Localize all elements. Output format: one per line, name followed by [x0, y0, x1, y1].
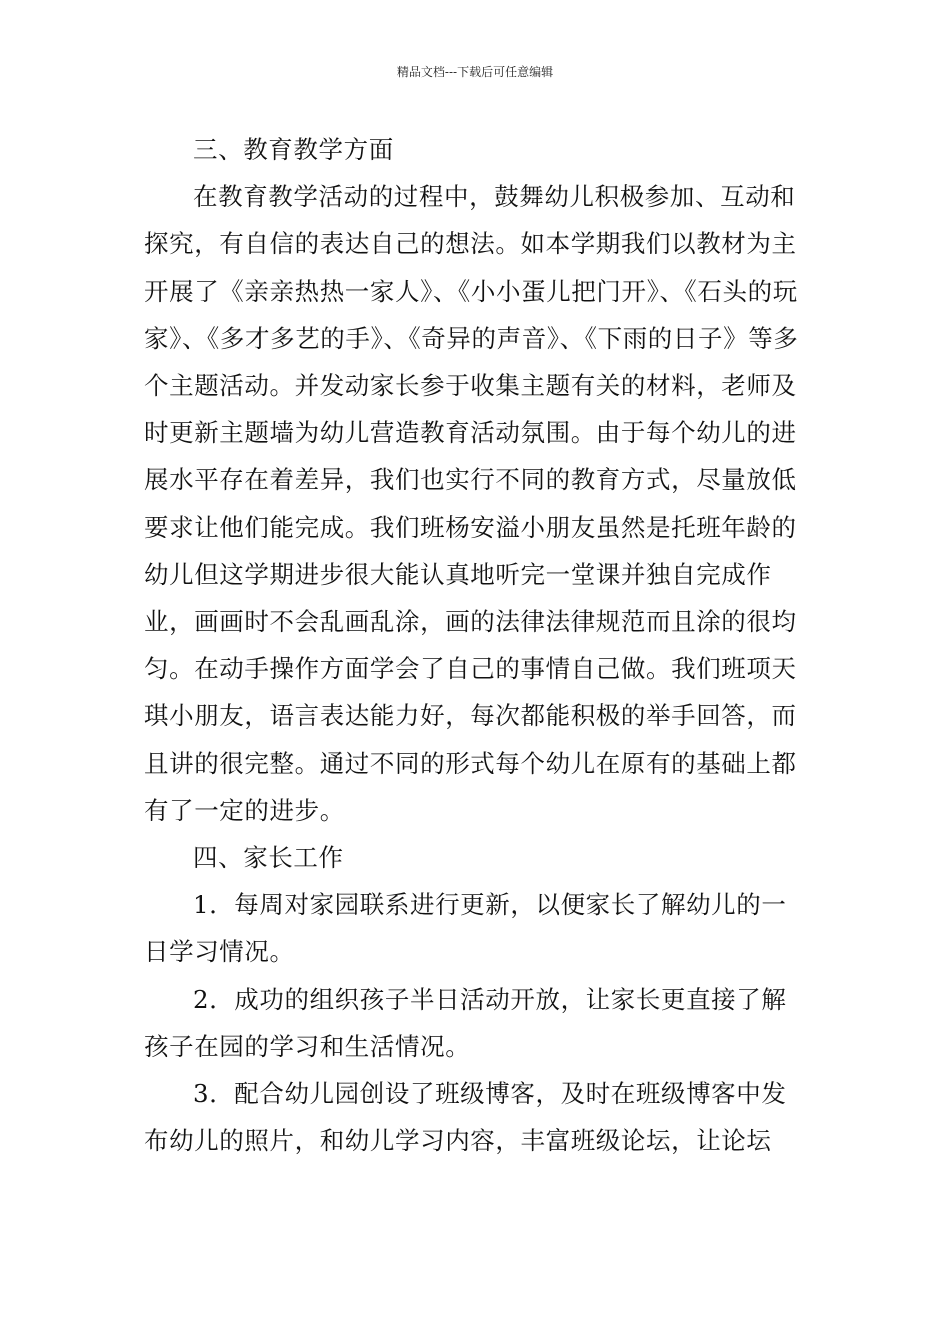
paragraph-education: 在教育教学活动的过程中，鼓舞幼儿积极参加、互动和探究，有自信的表达自己的想法。如本学期我们以教材为主开展了《亲亲热热一家人》、《小小蛋儿把门开》、《石头的玩家》、《多才多艺的手》、《奇异的声音》、《下雨的日子》等多个主题活动。并发动家长参于收集主题有关的材料，老师及时更新主题墙为幼儿营造教育活动氛围。由于每个幼儿的进展水平存在着差异，我们也实行不同的教育方式，尽量放低要求让他们能完成。我们班杨安溢小朋友虽然是托班年龄的幼儿但这学期进步很大能认真地听完一堂课并独自完成作业，画画时不会乱画乱涂，画的法律法律规范而且涂的很均匀。在动手操作方面学会了自己的事情自己做。我们班项天琪小朋友，语言表达能力好，每次都能积极的举手回答，而且讲的很完整。通过不同的形式每个幼儿在原有的基础上都有了一定的进步。 — [144, 182, 799, 825]
section-heading-parents: 四、家长工作 — [193, 843, 344, 873]
list-item-parents-3: 3．配合幼儿园创设了班级博客，及时在班级博客中发布幼儿的照片，和幼儿学习内容，丰富班级论坛，让论坛 — [144, 1079, 787, 1156]
document-body — [144, 126, 808, 1164]
page-header: 精品文档---下载后可任意编辑 — [396, 65, 554, 79]
list-item-parents-1: 1．每周对家园联系进行更新，以便家长了解幼儿的一日学习情况。 — [144, 890, 787, 967]
section-heading-education: 三、教育教学方面 — [193, 135, 394, 164]
list-item-parents-2: 2．成功的组织孩子半日活动开放，让家长更直接了解孩子在园的学习和生活情况。 — [144, 984, 787, 1061]
